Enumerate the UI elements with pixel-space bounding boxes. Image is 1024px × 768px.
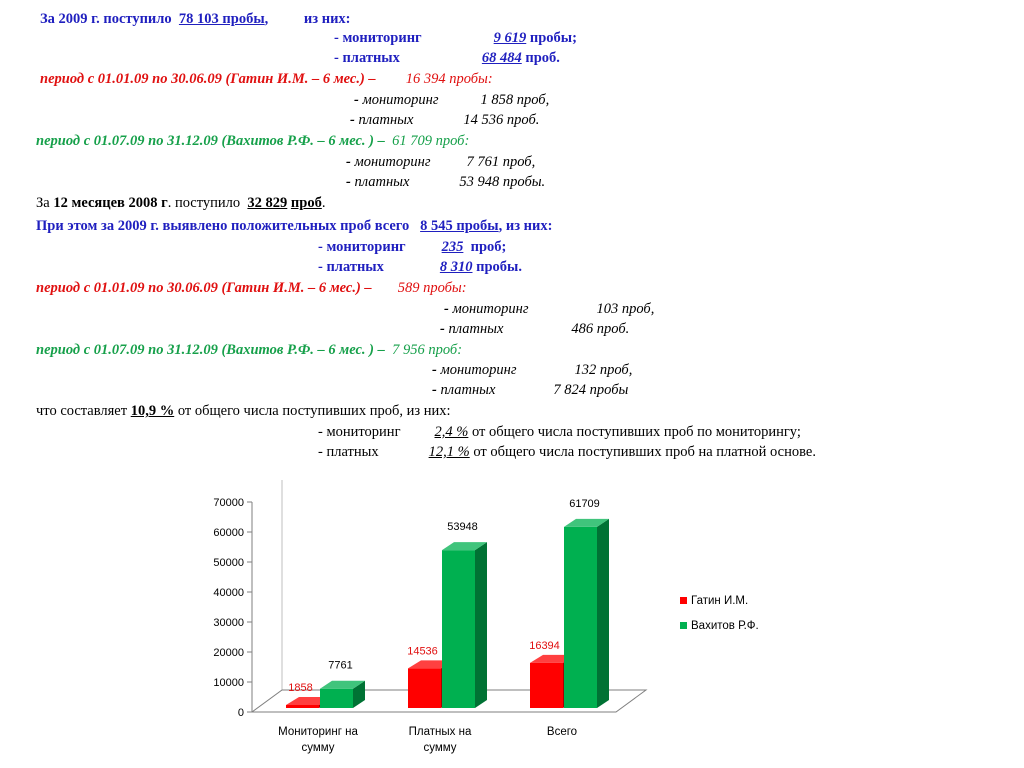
percent-monitoring: - мониторинг 2,4 % от общего числа поступивших проб по мониторингу; <box>318 424 801 440</box>
positive-period2-monitoring: - мониторинг 132 проб, <box>432 362 633 378</box>
bar-side <box>597 519 609 708</box>
monitoring-2009-value: 9 619 <box>493 30 527 46</box>
data-label: 53948 <box>447 521 478 534</box>
legend-label: Вахитов Р.Ф. <box>691 620 759 632</box>
positive-period1-line: период с 01.01.09 по 30.06.09 (Гатин И.М. – 6 мес.) – 589 пробы: <box>36 280 467 296</box>
y-tick-label: 40000 <box>213 587 244 599</box>
positive-period2-line: период с 01.07.09 по 31.12.09 (Вахитов Р.Ф. – 6 мес. ) – 7 956 проб: <box>36 342 463 358</box>
paid-2009-value: 68 484 <box>481 50 522 66</box>
total-2008-value: 32 829 <box>247 195 288 211</box>
y-tick-label: 20000 <box>213 647 244 659</box>
bar-front <box>442 550 475 708</box>
bar-front <box>286 705 319 708</box>
y-tick-label: 50000 <box>213 557 244 569</box>
line-2009-paid: - платных 68 484 проб. <box>334 50 560 66</box>
period2-monitoring: - мониторинг 7 761 проб, <box>346 154 536 170</box>
data-label: 61709 <box>569 497 600 510</box>
bar-front <box>530 663 563 708</box>
data-label: 7761 <box>328 659 353 672</box>
period1-paid: - платных 14 536 проб. <box>350 112 540 128</box>
positive-period2-paid: - платных 7 824 пробы <box>432 382 629 398</box>
data-label: 1858 <box>288 682 313 694</box>
period1-monitoring: - мониторинг 1 858 проб, <box>354 92 550 108</box>
positive-total-line: При этом за 2009 г. выявлено положительных проб всего 8 545 пробы, из них: <box>36 218 553 234</box>
data-label: 16394 <box>529 639 560 652</box>
period1-line: период с 01.01.09 по 30.06.09 (Гатин И.М. – 6 мес.) – 16 394 пробы: <box>40 71 493 87</box>
positive-paid: - платных 8 310 пробы. <box>318 259 522 275</box>
y-tick-label: 10000 <box>213 677 244 689</box>
positive-monitoring: - мониторинг 235 проб; <box>318 239 507 255</box>
y-tick-label: 0 <box>237 707 244 719</box>
x-category-label: Мониторинг на сумму <box>278 726 358 754</box>
percent-line: что составляет 10,9 % от общего числа поступивших проб, из них: <box>36 403 451 419</box>
bar-side <box>475 542 487 708</box>
line-2008: За 12 месяцев 2008 г. поступило 32 829 проб. <box>36 195 326 211</box>
line-2009-monitoring: - мониторинг 9 619 пробы; <box>334 30 577 46</box>
percent-total-value: 10,9 % <box>130 403 175 419</box>
y-tick-label: 60000 <box>213 527 244 539</box>
percent-paid: - платных 12,1 % от общего числа поступивших проб на платной основе. <box>318 444 816 460</box>
period2-paid: - платных 53 948 пробы. <box>346 174 546 190</box>
positive-period1-paid: - платных 486 проб. <box>440 321 630 337</box>
period2-line: период с 01.07.09 по 31.12.09 (Вахитов Р.Ф. – 6 мес. ) – 61 709 проб: <box>36 133 470 149</box>
legend-label: Гатин И.М. <box>691 595 749 607</box>
x-category-label: Платных на сумму <box>408 726 472 754</box>
bar-front <box>564 527 597 708</box>
y-tick-label: 30000 <box>213 617 244 629</box>
positive-total-value: 8 545 пробы <box>420 218 499 234</box>
legend-swatch <box>680 597 687 604</box>
data-label: 14536 <box>407 645 438 658</box>
legend-swatch <box>680 622 687 629</box>
line-2009-total: За 2009 г. поступило 78 103 пробы, из них: <box>40 11 351 27</box>
x-category-label: Всего <box>546 726 578 738</box>
y-tick-label: 70000 <box>213 497 244 509</box>
bar-front <box>408 668 441 708</box>
total-2009-value: 78 103 пробы <box>178 11 265 27</box>
positive-period1-monitoring: - мониторинг 103 проб, <box>444 301 655 317</box>
bar-front <box>320 689 353 708</box>
